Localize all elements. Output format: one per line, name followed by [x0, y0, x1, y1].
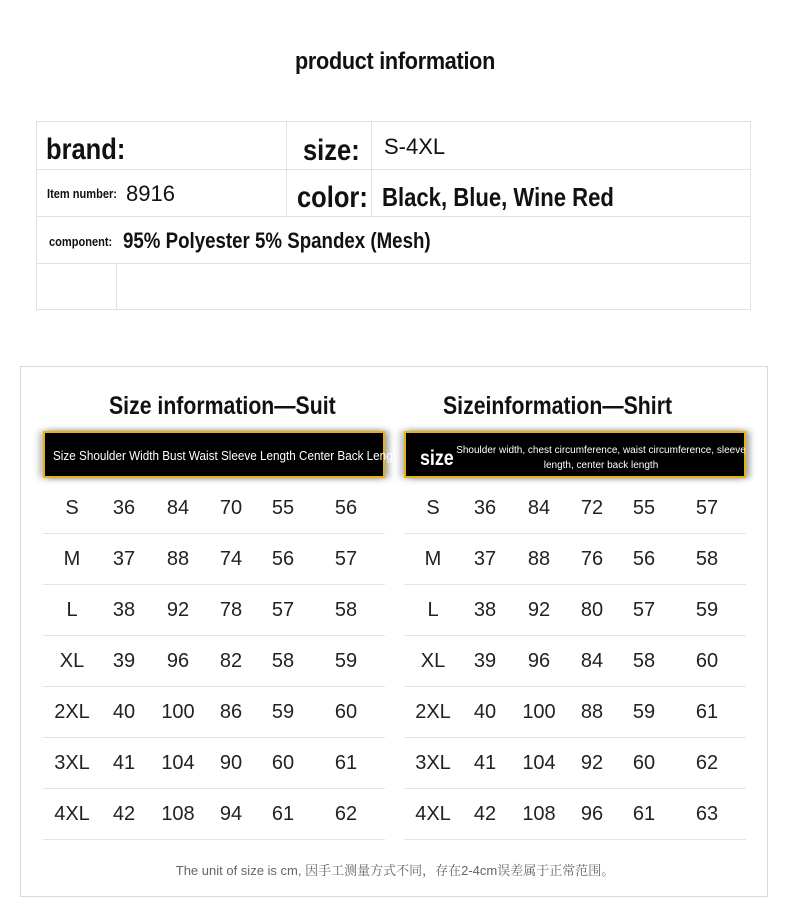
cell-sleeve-length: 59	[632, 701, 656, 723]
cell-waist: 82	[219, 650, 243, 672]
suit-section-title: Size information—Suit	[109, 392, 336, 420]
cell-center-back-length: 62	[334, 803, 358, 825]
cell-size: L	[66, 599, 78, 621]
cell-size: 4XL	[54, 803, 90, 825]
cell-size: XL	[59, 650, 85, 672]
cell-waist: 76	[580, 548, 604, 570]
cell-waist: 72	[580, 497, 604, 519]
cell-size: 3XL	[415, 752, 451, 774]
cell-center-back-length: 63	[695, 803, 719, 825]
cell-bust: 100	[522, 701, 556, 723]
table-row	[404, 789, 746, 840]
suit-header-columns: Size Shoulder Width Bust Waist Sleeve Length Center Back Length	[53, 448, 403, 463]
table-row	[404, 636, 746, 687]
cell-center-back-length: 60	[334, 701, 358, 723]
cell-sleeve-length: 61	[632, 803, 656, 825]
cell-bust: 92	[166, 599, 190, 621]
shirt-size-table	[404, 483, 746, 840]
cell-sleeve-length: 61	[271, 803, 295, 825]
table-row	[404, 585, 746, 636]
cell-waist: 74	[219, 548, 243, 570]
size-value: S-4XL	[384, 134, 446, 159]
component-label: component:	[49, 234, 113, 249]
cell-sleeve-length: 55	[271, 497, 295, 519]
cell-size: 3XL	[54, 752, 90, 774]
cell-size: M	[424, 548, 442, 570]
cell-waist: 70	[219, 497, 243, 519]
item-number-label: Item number:	[47, 186, 117, 201]
table-row	[43, 636, 385, 687]
product-info-table	[36, 121, 751, 310]
cell-sleeve-length: 60	[632, 752, 656, 774]
cell-size: 2XL	[415, 701, 451, 723]
cell-bust: 84	[166, 497, 190, 519]
cell-sleeve-length: 56	[632, 548, 656, 570]
cell-size: S	[426, 497, 440, 519]
cell-sleeve-length: 58	[271, 650, 295, 672]
cell-waist: 84	[580, 650, 604, 672]
cell-center-back-length: 56	[334, 497, 358, 519]
cell-shoulder-width: 38	[112, 599, 136, 621]
cell-bust: 88	[166, 548, 190, 570]
table-row	[404, 483, 746, 534]
brand-label: brand:	[46, 133, 126, 166]
cell-size: M	[63, 548, 81, 570]
cell-bust: 88	[527, 548, 551, 570]
cell-bust: 108	[522, 803, 556, 825]
page-title: product information	[294, 48, 496, 75]
cell-shoulder-width: 36	[112, 497, 136, 519]
table-row	[43, 789, 385, 840]
cell-waist: 86	[219, 701, 243, 723]
cell-size: XL	[420, 650, 446, 672]
color-label: color:	[297, 181, 368, 214]
table-row	[43, 585, 385, 636]
cell-waist: 78	[219, 599, 243, 621]
cell-shoulder-width: 42	[473, 803, 497, 825]
cell-center-back-length: 59	[334, 650, 358, 672]
cell-shoulder-width: 38	[473, 599, 497, 621]
cell-sleeve-length: 57	[632, 599, 656, 621]
cell-size: 4XL	[415, 803, 451, 825]
cell-bust: 96	[527, 650, 551, 672]
cell-bust: 104	[161, 752, 195, 774]
table-row	[404, 534, 746, 585]
cell-bust: 96	[166, 650, 190, 672]
cell-bust: 100	[161, 701, 195, 723]
cell-sleeve-length: 60	[271, 752, 295, 774]
cell-bust: 84	[527, 497, 551, 519]
cell-center-back-length: 62	[695, 752, 719, 774]
cell-shoulder-width: 41	[473, 752, 497, 774]
table-row	[404, 738, 746, 789]
table-row	[43, 483, 385, 534]
cell-center-back-length: 58	[695, 548, 719, 570]
cell-center-back-length: 57	[695, 497, 719, 519]
table-row	[43, 687, 385, 738]
cell-bust: 92	[527, 599, 551, 621]
cell-center-back-length: 59	[695, 599, 719, 621]
cell-waist: 90	[219, 752, 243, 774]
table-row	[404, 687, 746, 738]
cell-waist: 92	[580, 752, 604, 774]
suit-table-header	[43, 431, 403, 478]
cell-shoulder-width: 41	[112, 752, 136, 774]
cell-center-back-length: 57	[334, 548, 358, 570]
cell-center-back-length: 61	[334, 752, 358, 774]
size-label: size:	[303, 134, 360, 167]
cell-shoulder-width: 37	[473, 548, 497, 570]
component-value: 95% Polyester 5% Spandex (Mesh)	[123, 228, 431, 253]
cell-waist: 96	[580, 803, 604, 825]
cell-sleeve-length: 57	[271, 599, 295, 621]
cell-shoulder-width: 42	[112, 803, 136, 825]
cell-center-back-length: 58	[334, 599, 358, 621]
cell-bust: 104	[522, 752, 556, 774]
cell-shoulder-width: 39	[473, 650, 497, 672]
cell-waist: 88	[580, 701, 604, 723]
color-value: Black, Blue, Wine Red	[382, 182, 614, 212]
cell-size: S	[65, 497, 79, 519]
shirt-header-columns: Shoulder width, chest circumference, waist circumference, sleeve length, center back length	[456, 445, 746, 471]
cell-sleeve-length: 55	[632, 497, 656, 519]
item-number-value: 8916	[126, 181, 175, 206]
cell-size: 2XL	[54, 701, 90, 723]
cell-center-back-length: 60	[695, 650, 719, 672]
cell-shoulder-width: 40	[112, 701, 136, 723]
cell-shoulder-width: 39	[112, 650, 136, 672]
size-note: The unit of size is cm, 因手工测量方式不同，存在2-4cm误差属于正常范围。	[175, 863, 615, 878]
cell-bust: 108	[161, 803, 195, 825]
cell-waist: 80	[580, 599, 604, 621]
cell-sleeve-length: 59	[271, 701, 295, 723]
suit-size-table	[43, 483, 385, 840]
table-row	[43, 534, 385, 585]
table-row	[43, 738, 385, 789]
shirt-table-header	[404, 431, 746, 478]
cell-shoulder-width: 37	[112, 548, 136, 570]
shirt-section-title: Sizeinformation—Shirt	[443, 392, 673, 420]
cell-sleeve-length: 58	[632, 650, 656, 672]
cell-size: L	[427, 599, 439, 621]
cell-sleeve-length: 56	[271, 548, 295, 570]
cell-shoulder-width: 40	[473, 701, 497, 723]
cell-center-back-length: 61	[695, 701, 719, 723]
cell-waist: 94	[219, 803, 243, 825]
cell-shoulder-width: 36	[473, 497, 497, 519]
shirt-header-size: size	[420, 447, 454, 470]
